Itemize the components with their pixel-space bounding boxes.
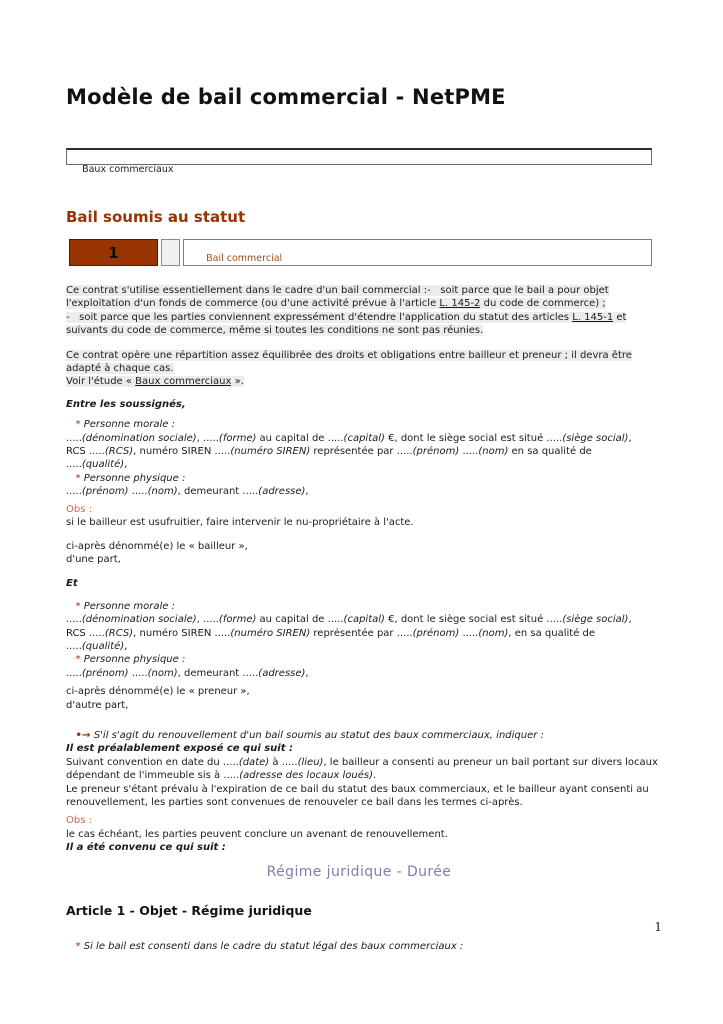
- text-run: ,: [628, 432, 632, 444]
- document-title: Modèle de bail commercial - NetPME: [66, 85, 506, 109]
- text-run: et: [613, 311, 627, 323]
- text-run: Ce contrat s'utilise essentiellement dans le cadre d'un bail commercial :- soit parce que le bail a pour objet: [66, 285, 609, 296]
- text-run: .....: [66, 486, 82, 498]
- asterisk-marker: *: [75, 600, 81, 612]
- text-run: dépendant de l'immeuble sis à: [66, 770, 224, 782]
- text-run: (nom): [478, 627, 509, 639]
- subtitle-regime-juridique-duree: Régime juridique - Durée: [266, 863, 452, 880]
- text-run: (adresse des locaux loués): [239, 770, 374, 782]
- asterisk-marker: *: [75, 940, 81, 952]
- text-run: .....: [327, 432, 344, 444]
- text-run: .....: [462, 446, 479, 458]
- paragraph-denomination-bailleur: [66, 540, 666, 567]
- text-run: Il a été convenu ce qui suit :: [66, 842, 226, 854]
- text-run: au capital de: [256, 614, 328, 626]
- text-run: (dénomination sociale): [81, 614, 197, 626]
- text-run: (adresse): [258, 667, 306, 679]
- text-run: (lieu): [297, 756, 324, 768]
- text-run: .....: [462, 627, 479, 639]
- text-run: (RCS): [104, 446, 134, 458]
- text-run: en sa qualité de: [508, 446, 592, 458]
- paragraph-repartition: [66, 349, 666, 389]
- text-run: [66, 941, 76, 952]
- text-run: [66, 601, 76, 612]
- text-run: (siège social): [562, 432, 629, 444]
- text-run: [66, 473, 76, 484]
- text-run: [66, 654, 76, 665]
- text-run: (prénom): [412, 627, 460, 639]
- category-box: [66, 148, 652, 175]
- text-run: (prénom): [81, 486, 129, 498]
- clause-label: Bail commercial: [206, 253, 283, 264]
- category-label: Baux commerciaux: [82, 164, 174, 175]
- text-run: .....: [242, 667, 259, 679]
- paragraph-et: [66, 577, 666, 590]
- text-run: .....: [222, 756, 239, 768]
- text-run: l'exploitation d'un fonds de commerce (ou d'une activité prévue à l'article: [66, 298, 440, 310]
- text-run: ».: [231, 376, 244, 388]
- clause-number-cell: [69, 239, 158, 266]
- text-run: d'une part,: [66, 553, 121, 565]
- article-1-heading: Article 1 - Objet - Régime juridique: [66, 902, 312, 918]
- text-run: .....: [88, 446, 105, 458]
- text-run: (RCS): [104, 627, 134, 639]
- link-article-l145-1[interactable]: L. 145-1: [572, 311, 614, 323]
- text-run: [66, 730, 76, 741]
- text-run: Entre les soussignés,: [66, 398, 186, 410]
- asterisk-marker: *: [75, 419, 81, 431]
- paragraph-renouvellement: [66, 729, 666, 809]
- text-run: ,: [628, 614, 632, 626]
- text-run: .....: [66, 459, 82, 471]
- obs-label: Obs :: [66, 815, 92, 827]
- text-run: ci-après dénommé(e) le « bailleur »,: [66, 540, 248, 552]
- arrow-marker: •→: [75, 729, 94, 741]
- text-run: (siège social): [562, 614, 629, 626]
- text-run: (prénom): [81, 667, 129, 679]
- clause-spacer-cell: [161, 239, 180, 266]
- text-run: suivants du code de commerce, même si toutes les conditions ne sont pas réunies.: [66, 325, 484, 337]
- text-run: représentée par: [310, 627, 397, 639]
- text-run: , numéro SIREN: [133, 627, 215, 639]
- text-run: , demeurant: [177, 486, 243, 498]
- text-run: .....: [66, 640, 82, 652]
- text-run: (forme): [218, 614, 257, 626]
- text-run: (nom): [147, 486, 178, 498]
- text-run: RCS: [66, 627, 89, 639]
- text-run: (numéro SIREN): [230, 627, 311, 639]
- text-run: .....: [203, 614, 219, 626]
- text-run: .....: [131, 486, 148, 498]
- text-run: au capital de: [256, 432, 328, 444]
- text-run: , numéro SIREN: [133, 446, 215, 458]
- text-run: , le bailleur a consenti au preneur un bail portant sur divers locaux: [323, 756, 658, 768]
- text-run: .....: [281, 756, 298, 768]
- text-run: (adresse): [258, 486, 306, 498]
- text-run: - soit parce que les parties conviennent expressément d'étendre l'application du statut des articles: [66, 311, 573, 323]
- text-run: €, dont le siège social est situé: [384, 432, 547, 444]
- text-run: du code de commerce) ;: [480, 298, 606, 310]
- text-run: .....: [66, 432, 82, 444]
- text-run: renouvellement, les parties sont convenues de renouveler ce bail dans les termes ci-après.: [66, 797, 523, 808]
- text-run: le cas échéant, les parties peuvent conclure un avenant de renouvellement.: [66, 828, 448, 840]
- text-run: (qualité): [81, 459, 125, 471]
- text-run: , demeurant: [177, 667, 243, 679]
- paragraph-preneur-identite: [66, 600, 666, 680]
- text-run: ,: [196, 614, 204, 626]
- clause-number: 1: [108, 243, 119, 262]
- paragraph-obs-avenant: [66, 814, 666, 854]
- link-article-l145-2[interactable]: L. 145-2: [439, 298, 481, 310]
- text-run: Et: [66, 578, 78, 590]
- clause-label-cell: [183, 239, 652, 266]
- text-run: .: [373, 770, 377, 782]
- text-run: (numéro SIREN): [230, 446, 311, 458]
- text-run: , en sa qualité de: [508, 627, 596, 639]
- text-run: .....: [546, 614, 563, 626]
- text-run: ,: [124, 640, 128, 652]
- text-run: (nom): [147, 667, 178, 679]
- text-run: Voir l'étude «: [66, 376, 136, 388]
- paragraph-obs-usufruitier: [66, 503, 666, 530]
- text-run: .....: [66, 614, 82, 626]
- text-run: ,: [305, 486, 309, 498]
- text-run: Personne morale :: [83, 419, 175, 431]
- text-run: [66, 419, 76, 430]
- page-number: 1: [654, 920, 662, 934]
- text-run: ,: [196, 432, 204, 444]
- text-run: .....: [131, 667, 148, 679]
- text-run: d'autre part,: [66, 699, 129, 711]
- text-run: Il est préalablement exposé ce qui suit :: [66, 743, 293, 755]
- text-run: (dénomination sociale): [81, 432, 197, 444]
- text-run: représentée par: [310, 446, 397, 458]
- text-run: €, dont le siège social est situé: [384, 614, 547, 626]
- text-run: (capital): [343, 432, 385, 444]
- text-run: à: [269, 756, 282, 768]
- text-run: (date): [238, 756, 270, 768]
- text-run: adapté à chaque cas.: [66, 363, 174, 375]
- obs-label: Obs :: [66, 503, 92, 515]
- paragraph-usage: [66, 284, 666, 338]
- section-heading: Bail soumis au statut: [66, 208, 246, 226]
- text-run: .....: [396, 627, 413, 639]
- text-run: .....: [203, 432, 219, 444]
- text-run: .....: [88, 627, 105, 639]
- text-run: ,: [124, 459, 128, 471]
- text-run: (prénom): [412, 446, 460, 458]
- asterisk-marker: *: [75, 472, 81, 484]
- text-run: .....: [66, 667, 82, 679]
- text-run: Ce contrat opère une répartition assez équilibrée des droits et obligations entre bailleur et preneur ; il devra être: [66, 349, 632, 361]
- text-run: (qualité): [81, 640, 125, 652]
- text-run: ,: [305, 667, 309, 679]
- text-run: Personne physique :: [83, 654, 186, 666]
- text-run: .....: [223, 770, 240, 782]
- text-run: (capital): [343, 614, 385, 626]
- text-run: Si le bail est consenti dans le cadre du statut légal des baux commerciaux :: [83, 940, 464, 952]
- text-run: .....: [214, 446, 231, 458]
- paragraph-article1-intro: [66, 940, 666, 953]
- paragraph-entre-les-soussignes: [66, 398, 666, 411]
- text-run: RCS: [66, 446, 89, 458]
- text-run: (nom): [478, 446, 509, 458]
- text-run: S'il s'agit du renouvellement d'un bail soumis au statut des baux commerciaux, indiquer :: [93, 729, 544, 741]
- asterisk-marker: *: [75, 654, 81, 666]
- text-run: si le bailleur est usufruitier, faire intervenir le nu-propriétaire à l'acte.: [66, 517, 414, 529]
- text-run: .....: [396, 446, 413, 458]
- text-run: .....: [546, 432, 563, 444]
- text-run: (forme): [218, 432, 257, 444]
- text-run: Le preneur s'étant prévalu à l'expiration de ce bail du statut des baux commerciaux, et le bailleur ayant consenti au: [66, 783, 649, 795]
- text-run: Personne physique :: [83, 472, 186, 484]
- paragraph-bailleur-identite: [66, 418, 666, 498]
- paragraph-denomination-preneur: [66, 685, 666, 712]
- text-run: Suivant convention en date du: [66, 756, 223, 768]
- link-etude-baux-commerciaux[interactable]: Baux commerciaux: [135, 376, 232, 388]
- clause-row: [69, 239, 652, 266]
- text-run: Personne morale :: [83, 600, 175, 612]
- text-run: ci-après dénommé(e) le « preneur »,: [66, 686, 250, 698]
- text-run: .....: [327, 614, 344, 626]
- text-run: .....: [242, 486, 259, 498]
- text-run: .....: [214, 627, 231, 639]
